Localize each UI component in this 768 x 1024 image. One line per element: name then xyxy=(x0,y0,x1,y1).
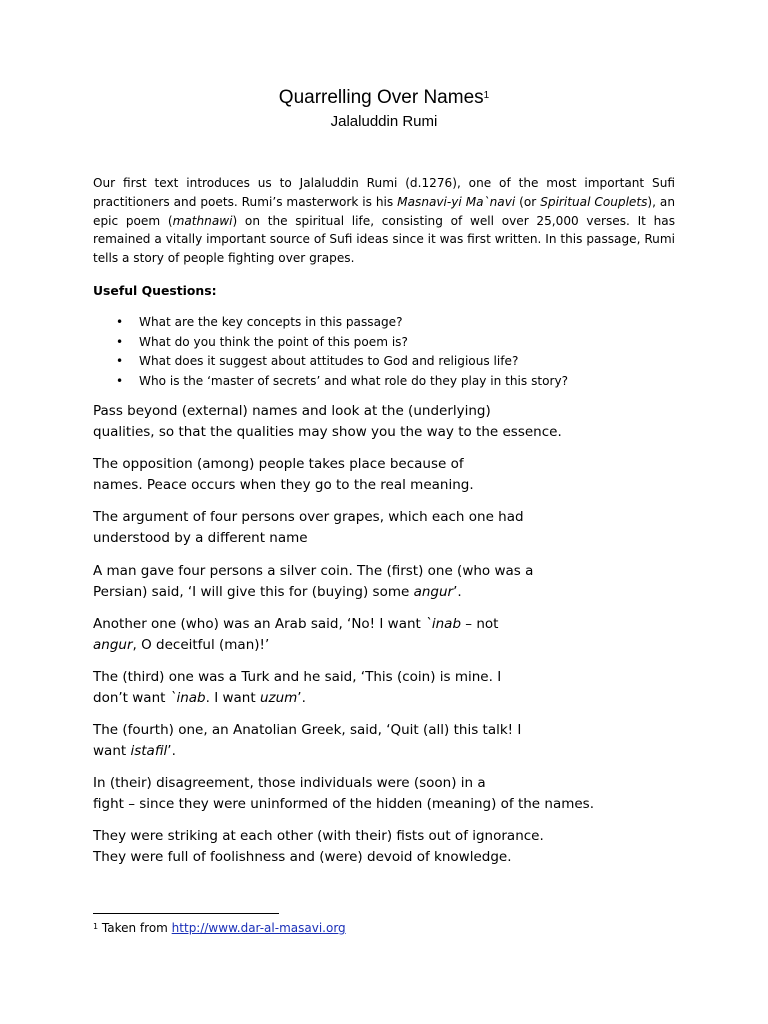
poem-line: They were full of foolishness and (were) devoid of knowledge. xyxy=(93,849,512,865)
poem-line xyxy=(93,582,653,603)
footnote xyxy=(93,920,346,936)
document-title xyxy=(0,86,768,110)
intro-text: ) on the spiritual life, consisting of well over 25,000 verses. It has remained a vitally important source of Sufi ideas since it was first written. In this passage, Rumi tells a story of people fighting over grapes. xyxy=(93,213,675,266)
poem-line xyxy=(93,741,653,762)
poem-text: want xyxy=(93,743,131,759)
poem-stanza-8 xyxy=(93,773,653,815)
bullet-icon: • xyxy=(116,354,124,368)
poem-text: – not xyxy=(461,616,499,632)
footnote-divider xyxy=(93,913,279,914)
intro-paragraph xyxy=(93,174,675,268)
poem-text: ’. xyxy=(167,743,176,759)
poem-line: Pass beyond (external) names and look at the (underlying) xyxy=(93,403,491,419)
question-item xyxy=(93,352,568,372)
title-text: Quarrelling Over Names xyxy=(278,87,484,108)
poem-text: Another one (who) was an Arab said, ‘No! I want xyxy=(93,616,426,632)
author-name: Jalaluddin Rumi xyxy=(330,113,438,130)
footnote-text: Taken from xyxy=(98,921,172,935)
poem-text: ’. xyxy=(297,690,306,706)
intro-couplets-title: Spiritual Couplets xyxy=(540,194,648,209)
poem-line: A man gave four persons a silver coin. The (first) one (who was a xyxy=(93,563,534,579)
question-text: Who is the ‘master of secrets’ and what role do they play in this story? xyxy=(139,373,569,388)
intro-text: (or xyxy=(515,194,541,209)
poem-line: The argument of four persons over grapes, which each one had xyxy=(93,509,524,525)
poem-text: don’t want xyxy=(93,690,170,706)
poem-line xyxy=(93,635,653,656)
poem-line: They were striking at each other (with their) fists out of ignorance. xyxy=(93,828,544,844)
intro-mathnawi-term: mathnawi xyxy=(172,213,233,228)
poem-text: , O deceitful (man)!’ xyxy=(132,637,270,653)
poem-foreign-word: angur xyxy=(93,637,133,653)
bullet-icon: • xyxy=(116,315,124,329)
poem-line xyxy=(93,614,653,635)
title-footnote-mark: 1 xyxy=(483,90,490,101)
poem-stanza-1 xyxy=(93,401,653,443)
poem-line: fight – since they were uninformed of the hidden (meaning) of the names. xyxy=(93,796,595,812)
poem-foreign-word: uzum xyxy=(259,690,298,706)
poem-stanza-5 xyxy=(93,614,653,656)
question-item xyxy=(93,372,568,392)
poem-foreign-word: `inab xyxy=(425,616,462,632)
poem-stanza-6 xyxy=(93,667,653,709)
poem-line: The (third) one was a Turk and he said, ‘This (coin) is mine. I xyxy=(93,669,502,685)
footnote-link[interactable]: http://www.dar-al-masavi.org xyxy=(171,921,346,935)
poem-line: understood by a different name xyxy=(93,530,308,546)
poem-foreign-word: istafil xyxy=(130,743,168,759)
intro-masnavi-title: Masnavi-yi Ma`navi xyxy=(397,194,516,209)
footnote-mark: 1 xyxy=(93,922,99,931)
poem-foreign-word: angur xyxy=(413,584,454,600)
question-item xyxy=(93,313,568,333)
poem-line: The opposition (among) people takes place because of xyxy=(93,456,464,472)
bullet-icon: • xyxy=(116,334,124,349)
poem-line: The (fourth) one, an Anatolian Greek, said, ‘Quit (all) this talk! I xyxy=(93,722,522,738)
question-text: What are the key concepts in this passage? xyxy=(139,315,403,329)
poem-line: In (their) disagreement, those individuals were (soon) in a xyxy=(93,775,486,791)
poem-stanza-2 xyxy=(93,454,653,496)
poem-line: qualities, so that the qualities may show you the way to the essence. xyxy=(93,424,562,440)
poem-line: names. Peace occurs when they go to the real meaning. xyxy=(93,477,474,493)
poem-stanza-4 xyxy=(93,561,653,603)
bullet-icon: • xyxy=(116,373,124,388)
questions-list xyxy=(93,313,568,391)
useful-questions-heading: Useful Questions: xyxy=(93,283,217,298)
poem-text: Persian) said, ‘I will give this for (buying) some xyxy=(93,584,414,600)
question-text: What does it suggest about attitudes to God and religious life? xyxy=(139,354,519,368)
intro-text: Our first text introduces us to Jalaluddin Rumi (d.1276), one of the most important Sufi practitioners and poets. Rumi’s masterwork is his xyxy=(93,176,675,209)
question-text: What do you think the point of this poem is? xyxy=(139,334,408,349)
poem-stanza-9 xyxy=(93,826,653,868)
poem-line xyxy=(93,688,653,709)
intro-text: ), an epic poem ( xyxy=(93,194,676,228)
poem-stanza-7 xyxy=(93,720,653,762)
poem-text: ’. xyxy=(453,584,462,600)
poem-foreign-word: `inab xyxy=(169,690,206,706)
question-item xyxy=(93,333,568,353)
poem-text: . I want xyxy=(205,690,260,706)
poem-stanza-3 xyxy=(93,507,653,549)
